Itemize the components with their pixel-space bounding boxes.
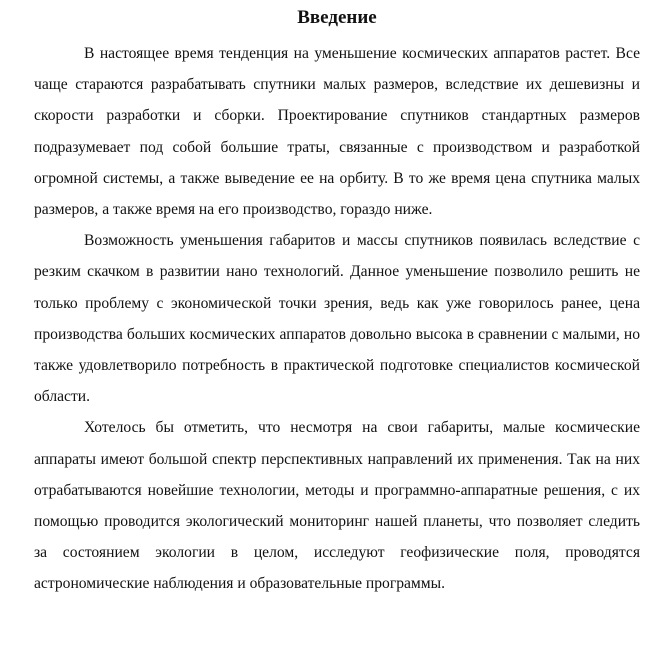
section-heading: Введение <box>297 7 377 28</box>
paragraph-1: В настоящее время тенденция на уменьшение космических аппаратов растет. Все чаще стараются разрабатывать спутники малых размеров, вследствие их дешевизны и скорости разработки и сборки. Проектирование спутников стандартных размеров подразумевает под собой большие траты, связанные с производством и разработкой огромной системы, а также выведение ее на орбиту. В то же время цена спутника малых размеров, а также время на его производство, гораздо ниже. <box>34 45 640 219</box>
paragraph-3: Хотелось бы отметить, что несмотря на свои габариты, малые космические аппараты имеют большой спектр перспективных направлений их применения. Так на них отрабатываются новейшие технологии, методы и программно-аппаратные решения, с их помощью проводится экологический мониторинг нашей планеты, что позволяет следить за состоянием экологии в целом, исследуют геофизические поля, проводятся астрономические наблюдения и образовательные программы. <box>34 419 640 593</box>
paragraph-2: Возможность уменьшения габаритов и массы спутников появилась вследствие с резким скачком в развитии нано технологий. Данное уменьшение позволило решить не только проблему с экономической точки зрения, ведь как уже говорилось ранее, цена производства больших космических аппаратов довольно высока в сравнении с малыми, но также удовлетворило потребность в практической подготовке специалистов космической области. <box>34 232 640 406</box>
